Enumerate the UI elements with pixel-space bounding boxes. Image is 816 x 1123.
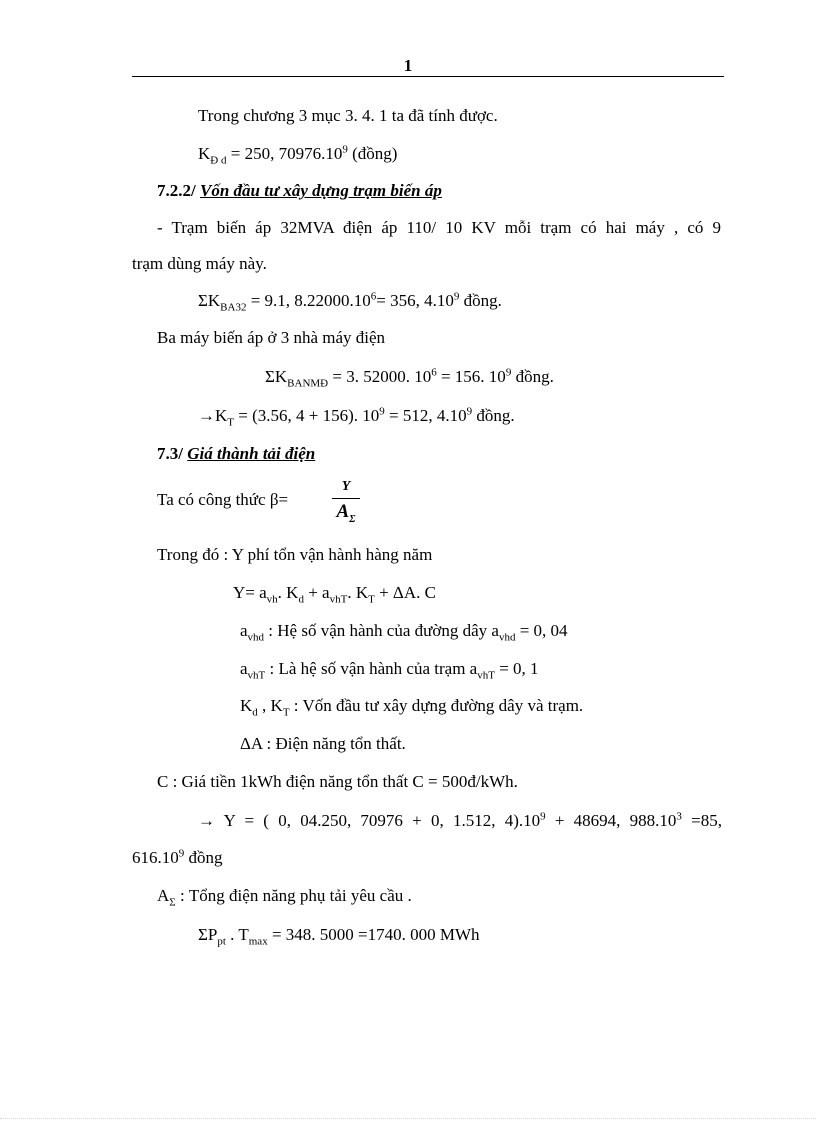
text-run: → Y = ( 0, 04.250, 70976 + 0, 1.512, 4).10	[198, 811, 541, 830]
header-rule	[132, 76, 724, 77]
subscript: BA32	[220, 301, 247, 314]
formula-denominator-symbol: A	[336, 501, 350, 522]
subscript: vhd	[498, 631, 516, 644]
text-run: 7.3/	[157, 444, 188, 463]
text-run: ΣP	[198, 925, 218, 944]
text-line	[157, 490, 288, 510]
text-run: K	[198, 144, 211, 163]
text-run: a	[240, 621, 248, 640]
text-line	[132, 848, 223, 868]
text-run: (đồng)	[347, 144, 398, 163]
superscript: 9	[453, 290, 460, 303]
text-line	[198, 290, 502, 314]
subscript: vhd	[247, 631, 265, 644]
heading-title: Vốn đầu tư xây dựng trạm biến áp	[199, 181, 442, 200]
text-line	[198, 405, 515, 429]
text-line	[240, 621, 568, 644]
text-run: . K	[347, 583, 369, 602]
superscript: 9	[466, 405, 473, 418]
text-run: 616.10	[132, 848, 179, 867]
text-run: . T	[225, 925, 249, 944]
page-bottom-edge	[0, 1118, 816, 1119]
text-line	[157, 886, 412, 909]
text-run: Y= a	[233, 583, 267, 602]
text-run: . K	[277, 583, 299, 602]
text-run: Ta có công thức β=	[157, 490, 289, 509]
text-line	[240, 734, 406, 754]
section-heading	[157, 181, 442, 201]
text-run: đồng	[184, 848, 223, 867]
superscript: 9	[342, 143, 348, 156]
text-line	[233, 583, 436, 606]
text-run: - Trạm biến áp 32MVA điện áp 110/ 10 KV mỗi trạm có hai máy , có 9	[157, 218, 721, 237]
text-line	[157, 545, 432, 565]
text-line	[198, 143, 398, 167]
text-run: ΔA : Điện năng tổn thất.	[240, 734, 406, 753]
text-run: ΣK	[265, 367, 288, 386]
subscript: vhT	[247, 669, 266, 682]
subscript: d	[252, 706, 258, 719]
text-run: K	[240, 696, 253, 715]
text-run: Trong chương 3 mục 3. 4. 1 ta đã tính được.	[198, 106, 498, 125]
heading-title: Giá thành tải điện	[187, 444, 316, 463]
subscript: T	[282, 706, 290, 719]
subscript: pt	[217, 935, 226, 948]
text-run: = 0, 1	[494, 659, 539, 678]
text-run: = 0, 04	[515, 621, 568, 640]
text-run: đồng.	[511, 367, 554, 386]
text-run: trạm dùng máy này.	[132, 254, 267, 273]
subscript: max	[248, 935, 268, 948]
page-number: 1	[403, 56, 413, 75]
section-heading	[157, 444, 315, 464]
text-run: A	[157, 886, 170, 905]
text-line	[157, 218, 721, 238]
text-line	[240, 696, 584, 719]
subscript: BANMĐ	[287, 377, 329, 390]
text-run: ΣK	[198, 291, 221, 310]
text-run: = 512, 4.10	[384, 406, 467, 425]
subscript: Σ	[169, 896, 176, 909]
subscript: T	[227, 416, 235, 429]
text-run: = (3.56, 4 + 156). 10	[234, 406, 380, 425]
text-run: Trong đó : Y phí tổn vận hành hàng năm	[157, 545, 433, 564]
text-run: Ba máy biến áp ở 3 nhà máy điện	[157, 328, 386, 347]
text-run: , K	[257, 696, 283, 715]
superscript: 9	[540, 810, 546, 823]
text-run: : Hệ số vận hành của đường dây a	[264, 621, 499, 640]
superscript: 6	[370, 290, 377, 303]
subscript: Đ d	[210, 154, 227, 167]
text-run: + a	[303, 583, 330, 602]
superscript: 6	[431, 366, 437, 379]
formula-denominator-sub: Σ	[349, 513, 356, 525]
text-line	[157, 772, 518, 792]
text-run: : Tổng điện năng phụ tải yêu cầu .	[175, 886, 412, 905]
text-line	[132, 254, 267, 274]
subscript: vh	[266, 593, 278, 606]
text-run: đồng.	[459, 291, 502, 310]
fraction-bar	[332, 498, 360, 499]
text-run: →K	[198, 406, 228, 425]
text-line	[157, 328, 385, 348]
text-run: = 356, 4.10	[376, 291, 454, 310]
text-line	[198, 106, 498, 126]
text-run: + 48694, 988.10	[545, 811, 677, 830]
text-run: + ΔA. C	[374, 583, 436, 602]
text-run: đồng.	[472, 406, 515, 425]
text-run: : Là hệ số vận hành của trạm a	[265, 659, 478, 678]
superscript: 9	[178, 847, 185, 860]
text-run: = 348. 5000 =1740. 000 MWh	[267, 925, 480, 944]
text-run: C : Giá tiền 1kWh điện năng tổn thất C = 500đ/kWh.	[157, 772, 518, 791]
text-run: = 3. 52000. 10	[328, 367, 432, 386]
formula-numerator: Y	[341, 479, 351, 494]
formula-denominator	[332, 501, 360, 523]
superscript: 9	[379, 405, 385, 418]
superscript: 3	[676, 810, 682, 823]
text-run: = 9.1, 8.22000.10	[246, 291, 371, 310]
subscript: vhT	[477, 669, 495, 682]
subscript: T	[368, 593, 375, 606]
beta-formula-fraction	[332, 478, 360, 523]
subscript: vhT	[329, 593, 348, 606]
text-run: a	[240, 659, 248, 678]
text-run: = 156. 10	[436, 367, 506, 386]
text-line	[198, 811, 722, 831]
text-run: = 250, 70976.10	[226, 144, 343, 163]
superscript: 9	[505, 366, 512, 379]
text-run: =85,	[681, 811, 722, 830]
subscript: d	[298, 593, 304, 606]
text-line	[198, 925, 480, 948]
text-run: : Vốn đầu tư xây dựng đường dây và trạm.	[289, 696, 584, 715]
text-line	[240, 659, 539, 682]
text-line	[265, 366, 554, 390]
text-run: 7.2.2/	[157, 181, 200, 200]
